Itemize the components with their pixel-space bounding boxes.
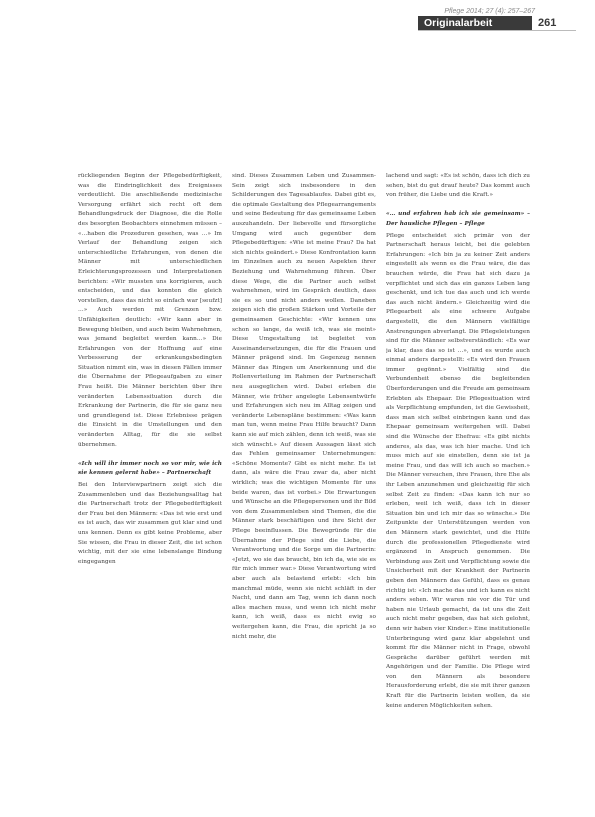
paragraph: rückliegenden Beginn der Pflegebedürftigkeit, was die Eindringlichkeit des Ereignisses verdeutlicht. Die anschließende medizinische Versorgung erfährt sich recht oft dem Behandlungsdruck der Diagnose, die die Rolle des besorgten Beobachters einnehmen müssen – «…haben die Prozeduren gesehen, was …» Im Verlauf der Behandlung zeigen sich unterschiedliche Erfahrungen, von denen die Männer mit unterschiedlichen Erleichterungsprozessen und Interpretationen berichten: «Wir mussten uns korrigieren, auch entscheiden, und das konnten die gleich vorstellen, dass das nicht so einfach war [seufzt] …» Auch werden mit Grenzen bzw. Unfähigkeiten deutlich: «Wir kann aber in Bewegung bleiben, und auch beim Wahrnehmen, was jemand begleitet werden kann…» Die Erfahrungen von der Hoffnung auf eine Verbesserung der erkrankungsbedingten Situation nimmt ein, was in diesen Fällen immer die Übernahme der Pflegeaufgaben zu einer Frau heißt. Die Männer berichten über ihre veränderten Lebenssituation durch die Erkrankung der Partnerin, die für sie ganz neu und grundlegend ist. Diese Erlebnisse prägen die Einsicht in die Umstellungen und den veränderten Alltag, für die sie selbst übernehmen. xyxy=(78,173,222,448)
body-columns xyxy=(78,172,546,797)
header-rule xyxy=(418,30,576,31)
page-header xyxy=(0,0,595,60)
paragraph: lachend und sagt: «Es ist schön, dass ich dich zu sehen, bist du gut drauf heute? Das kommt auch von früher, die Liebe und die Kraft.» xyxy=(386,173,530,199)
paragraph-gap xyxy=(78,450,222,460)
paragraph: Pflege entscheidet sich primär von der Partnerschaft heraus leicht, bei die gelebten Erfahrungen: «Ich bin ja zu keiner Zeit anders eingestellt als wenn es die Frau wäre, die das brauchen würde, die Frau hat sich dazu ja verpflichtet und sich das ein ganzes Leben lang geschenkt, und ich tue das auch und ich werde das auch nicht ändern.» Gleichzeitig wird die Pflegearbeit als eine schwere Aufgabe dargestellt, die den Männern vielfältige Anstrengungen abverlangt. Die Pflegeleistungen sind für die Männer selbstverständlich: «Es war ja klar, dass das so ist …», und es wurde auch einmal anders dargestellt: «Es wird den Frauen immer gegönnt.» Vielfältig sind die Verbundenheit ebenso die begleitenden Überforderungen und die Freude am gemeinsam Erlebten als Ehepaar. Die Pflegesituation wird als Verpflichtung empfunden, ist die Gewissheit, dass man sich selbst einbringen kann und das Ehepaar gemeinsam weitergehen will. Dabei sind die Wünsche der Ehefrau: «Es gibt nichts anderes, als das, was ich hier mache. Und ich muss mich auf sie einstellen, denn sie ist ja meine Frau, und das will ich auch so machen.» Die Männer versuchen, ihre Frauen, ihre Ehe als ihr Leben anzunehmen und gleichzeitig für sich selbst Zeit zu finden: «Das kann ich nur so erleben, weil ich weiß, dass ich in dieser Situation bin und ich mir das so wünsche.» Die Zeitpunkte der Unterstützungen werden von den Männern stark gewichtet, und die Hilfe durch die professionellen Pflegedienste wird ergänzend in Anspruch genommen. Die Verbindung aus Zeit und Verpflichtung sowie die Unsicherheit mit der Krankheit der Partnerin geben den Männern das Gefühl, dass es genau richtig ist: «Ich mache das und ich kann es nicht anders sehen. Wir waren nie vor die Tür und haben nie Urlaub gemacht, da ist uns die Zeit auch nicht mehr gegeben, das hat sich gelohnt, denn wir haben vier Kinder.» Eine institutionelle Unterbringung wird ganz klar abgelehnt und kommt für die Männer nicht in Frage, obwohl Gespräche darüber geführt werden mit Angehörigen und der Familie. Die Pflege wird von den Männern als besondere Herausforderung erlebt, die sie mit ihrer ganzen Kraft für die Partnerin leisten wollen, da sie keine anderen Möglichkeiten sehen. xyxy=(386,232,530,709)
section-subheading: «… und erfahren hab ich sie gemeinsam» – Der hausliche Pflegen – Pflege xyxy=(386,211,530,227)
section-label: Originalarbeit xyxy=(418,16,532,30)
paragraph-gap xyxy=(386,201,530,211)
text-column-middle xyxy=(232,172,376,797)
page-number: 261 xyxy=(538,17,557,29)
journal-reference: Pflege 2014; 27 (4): 257–267 xyxy=(444,8,535,15)
paragraph: sind. Dieses Zusammen Leben und Zusammen-Sein zeigt sich insbesondere in den Schilderungen des Tagesablaufes. Dabei gibt es, die optimale Gestaltung des Pflegearrangements und seine Bedeutung für das gemeinsame Leben auszuhandeln. Der liebevolle und fürsorgliche Umgang wird auch gegenüber dem Pflegebedürftigen: «Wie ist meine Frau? Da hat sich nichts geändert.» Diese Konfrontation kann im Einzelnen auch zu neuen Aspekten ihrer Beziehung und Wahrnehmung führen. Über diese Wege, die die Partner auch selbst wahrnehmen, wird im Gespräch deutlich, dass sie es so und nicht anders wollen. Daneben zeigen sich die großen Stärken und Vorteile der gemeinsamen Geschichte: «Wir kennen uns schon so lange, da weiß ich, was sie meint» Diese Umgestaltung ist begleitet von Auseinandersetzungen, die für die Frauen und Männer prägend sind. Im Gegenzug nennen Männer das Ringen um Anerkennung und die Rollenverteilung im Rahmen der Partnerschaft neu ausgeglichen wird. Dabei erleben die Männer, wie früher angelegte Lebensentwürfe und Erfahrungen sich neu im Alltag zeigen und veränderte Lebenspläne bestimmen: «Was kann man tun, wenn meine Frau Hilfe braucht? Dann kann sie auf mich zählen, denn ich weiß, was sie sich wünscht.» Auf diesen Aussagen lässt sich das Fehlen gemeinsamer Unternehmungen: «Schöne Momente? Gibt es nicht mehr. Es ist dann, als wäre die Frau zwar da, aber nicht wirklich; was die wichtigen Momente für uns beide waren, das ist vorbei.» Die Erwartungen und Wünsche an die Pflegepersonen und ihr Bild von dem Zusammenleben sind Themen, die die Männer stark beschäftigen und ihre Sicht der Pflege beeinflussen. Die Bewegründe für die Übernahme der Pflege sind die Liebe, die Verantwortung und die Sorge um die Partnerin: «Jetzt, wo sie das braucht, bin ich da, wie sie es für mich immer war.» Diese Verantwortung wird aber auch als belastend erlebt: «Ich bin manchmal müde, wenn sie nicht schläft in der Nacht, und dann am Tag, wenn ich dann noch alles machen muss, und wenn ich nicht mehr kann, ich weiß, dass es nicht ewig so weitergehen kann, die Frau, die spricht ja so nicht mehr, die xyxy=(232,173,376,640)
text-column-right xyxy=(386,172,530,797)
paragraph: Bei den Interviewpartnern zeigt sich die Zusammenleben und das Beziehungsalltag hat die Partnerschaft trotz der Pflegebedürftigkeit der Frau bei den Männern: «Das ist wie erst und es ist auch, das wir zusammen gut klar sind und uns kennen. Denn es gibt keine Probleme, aber Sie wissen, die Frau in dieser Zeit, die ist schon wichtig, mit der sie eine lebenslange Bindung eingegangen xyxy=(78,482,222,565)
section-subheading: «Ich will ihr immer noch so vor mir, wie ich sie kennen gelernt habe» – Partnerschaft xyxy=(78,460,222,477)
text-column-left xyxy=(78,172,222,797)
